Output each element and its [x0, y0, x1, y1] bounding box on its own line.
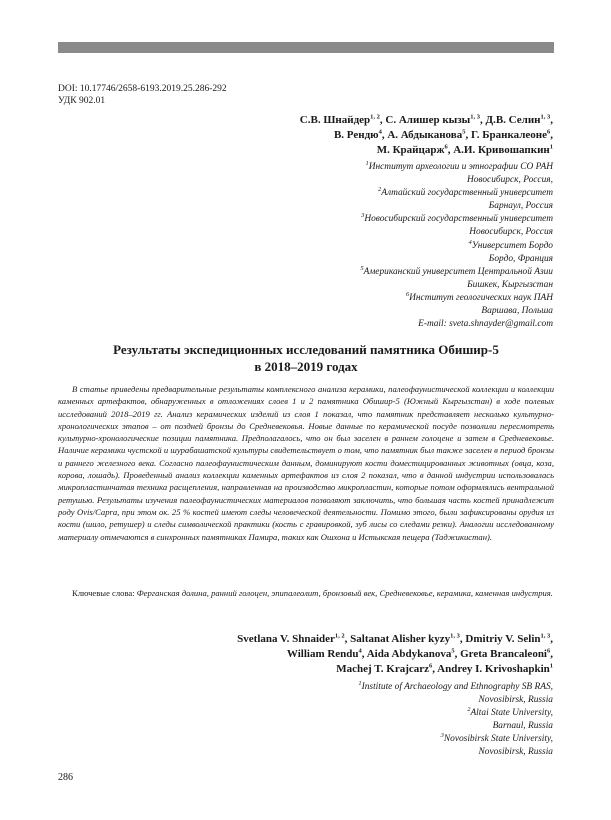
author-name: , Д.В. Селин [480, 114, 541, 126]
keywords-label: Ключевые слова: [72, 588, 135, 598]
affiliation-text: Новосибирский государственный университет [364, 214, 553, 225]
title-line: в 2018–2019 годах [254, 359, 358, 374]
author-name: Svetlana V. Shnaider [237, 633, 335, 645]
authors-en [237, 632, 553, 677]
author-line [300, 143, 553, 158]
author-name: , Greta Brancaleoni [454, 648, 547, 660]
affiliation-text: Новосибирск, Россия, [466, 175, 553, 186]
author-name: , С. Алишер кызы [379, 114, 471, 126]
affiliation-line [360, 279, 553, 292]
affiliation-marker: 1, 3 [540, 632, 551, 640]
affiliation-number: 6 [405, 290, 410, 298]
affiliation-number: 3 [440, 732, 444, 740]
author-line [237, 632, 553, 647]
affiliation-line [360, 292, 553, 305]
affiliation-marker: 1 [549, 662, 553, 670]
author-name: , А.И. Кривошапкин [447, 144, 550, 156]
affiliation-marker: 4 [378, 128, 382, 136]
affiliation-number: 3 [361, 212, 365, 220]
affiliation-text: Бишкек, Кыргызстан [467, 279, 553, 290]
affiliation-number: 4 [468, 238, 472, 246]
affiliation-marker: 6 [444, 143, 448, 151]
affiliation-text: Алтайский государственный университет [381, 188, 553, 199]
affiliation-text: Барнаул, Россия [488, 201, 553, 212]
affiliation-number: 2 [378, 186, 382, 194]
affiliation-line [360, 174, 553, 187]
affiliation-text: Novosibirsk State University, [443, 734, 553, 745]
affiliations-en [358, 681, 553, 760]
affiliation-line [360, 200, 553, 213]
page-number: 286 [58, 772, 73, 783]
author-name: С.В. Шнайдер [299, 114, 371, 126]
affiliation-marker: 1, 2 [334, 632, 345, 640]
affiliations-ru [360, 161, 553, 331]
author-line [237, 662, 553, 677]
affiliation-text: Американский университет Центральной Азии [363, 266, 553, 277]
affiliation-number: 1 [365, 159, 369, 167]
affiliation-line [358, 681, 553, 694]
affiliation-marker: 6 [547, 647, 551, 655]
affiliation-text: E-mail: sveta.shnayder@gmail.com [418, 319, 553, 330]
abstract: В статье приведены предварительные результаты комплексного анализа керамики, палеофаунистической коллекции и коллекции каменных артефактов, обнаруженных в отложениях слоев 1 и 2 памятника Обишир-5 (Южный Кыргызстан) в ходе полевых исследований 2018–2019 гг. Анализ керамических изделий из слоя 1 показал, что памятник представляет несколько культурно-хронологических этапов – от поздней бронзы до Средневековья. Новые данные по керамической посуде позволили пересмотреть культурно-хронологические позиции памятника. Предполагалось, что он был заселен в раннем голоцене и затем в Средневековье. Наличие керамики чустской и шурабашатской культуры свидетельствует о том, что памятник был также заселен в период бронзы и раннего железного века. Согласно палеофаунистическим данным, доминируют кости доместицированных животных (овца, коза, корова, лошадь). Проведенный анализ коллекции каменных артефактов из слоя 2 показал, что в данной индустрии использовалась микропластинчатая техника расщепления, направленная на производство микропластин, которые потом оформлялись вентральной ретушью. Результаты изучения палеофаунистических материалов позволяют заключить, что большая часть костей принадлежит роду Ovis/Capra, при этом ок. 25 % костей имеют следы человеческой деятельности. Помимо этого, были зафиксированы орудия из кости (шило, ретушер) и следы символической практики (кость с гравировкой, зуб лисы со следами резки). Аналогии исследованному материалу отмечаются в синхронных памятниках Памира, таких как Ошхона и Истыкская пещера (Таджикистан). [58, 384, 554, 542]
affiliation-line [358, 746, 553, 759]
affiliation-line [360, 226, 553, 239]
affiliation-text: Новосибирск, Россия [469, 227, 553, 238]
affiliation-line [360, 266, 553, 279]
author-line [300, 128, 553, 143]
keywords-text: Ферганская долина, ранний голоцен, эпипалеолит, бронзовый век, Средневековье, керамика, каменная индустрия. [136, 588, 553, 598]
author-line [237, 647, 553, 662]
article-title [58, 341, 554, 375]
affiliation-text: Barnaul, Russia [492, 721, 553, 732]
affiliation-text: Institute of Archaeology and Ethnography SB RAS, [361, 682, 553, 692]
affiliation-text: Altai State University, [470, 708, 553, 719]
author-name: William Rendu [286, 648, 359, 660]
affiliation-text: Институт геологических наук ПАН [409, 292, 553, 303]
author-name: Machej T. Krajcarz [336, 663, 430, 675]
affiliation-text: Институт археологии и этнографии СО РАН [368, 162, 553, 172]
affiliation-marker: 1, 3 [450, 632, 460, 640]
author-name: В. Рендю [333, 129, 379, 141]
affiliation-marker: 1, 3 [540, 113, 551, 121]
affiliation-marker: 6 [547, 128, 551, 136]
affiliation-text: Бордо, Франция [488, 253, 553, 264]
affiliation-marker: 1, 2 [370, 113, 380, 121]
author-name: , Aida Abdykanova [361, 648, 452, 660]
author-name: , Andrey I. Krivoshapkin [432, 663, 550, 675]
affiliation-marker: 1, 3 [470, 113, 481, 121]
affiliation-number: 5 [360, 264, 364, 272]
author-name: , [550, 129, 553, 141]
affiliation-line [358, 707, 553, 720]
affiliation-line [360, 253, 553, 266]
affiliation-line [360, 318, 553, 331]
affiliation-line [360, 213, 553, 226]
affiliation-line [358, 733, 553, 746]
author-name: , [550, 648, 553, 660]
affiliation-line [360, 187, 553, 200]
affiliation-line [358, 720, 553, 733]
author-name: , А. Абдыканова [381, 129, 463, 141]
keywords [58, 587, 554, 599]
affiliation-line [360, 305, 553, 318]
affiliation-marker: 5 [462, 128, 466, 136]
authors-ru [300, 113, 553, 158]
affiliation-marker: 5 [451, 647, 455, 655]
title-line: Результаты экспедиционных исследований памятника Обишир-5 [113, 342, 499, 357]
udc: УДК 902.01 [58, 96, 106, 106]
affiliation-line [358, 694, 553, 707]
author-name: , [550, 633, 553, 645]
author-name: , Saltanat Alisher kyzy [344, 633, 451, 645]
doi: DOI: 10.17746/2658-6193.2019.25.286-292 [58, 84, 227, 94]
affiliation-text: Университет Бордо [471, 240, 553, 251]
author-name: , [550, 114, 553, 126]
affiliation-line [360, 240, 553, 253]
author-name: М. Крайцарж [376, 144, 445, 156]
affiliation-text: Novosibirsk, Russia [478, 747, 553, 758]
affiliation-marker: 4 [358, 647, 362, 655]
author-line [300, 113, 553, 128]
header-rule [58, 42, 554, 53]
affiliation-number: 1 [358, 679, 362, 687]
author-name: , Г. Бранкалеоне [465, 129, 547, 141]
affiliation-text: Варшава, Польша [481, 306, 553, 317]
affiliation-line [360, 161, 553, 174]
affiliation-marker: 6 [429, 662, 433, 670]
affiliation-number: 2 [467, 706, 471, 714]
author-name: , Dmitriy V. Selin [459, 633, 541, 645]
affiliation-text: Novosibirsk, Russia [478, 695, 553, 706]
affiliation-marker: 1 [549, 143, 553, 151]
